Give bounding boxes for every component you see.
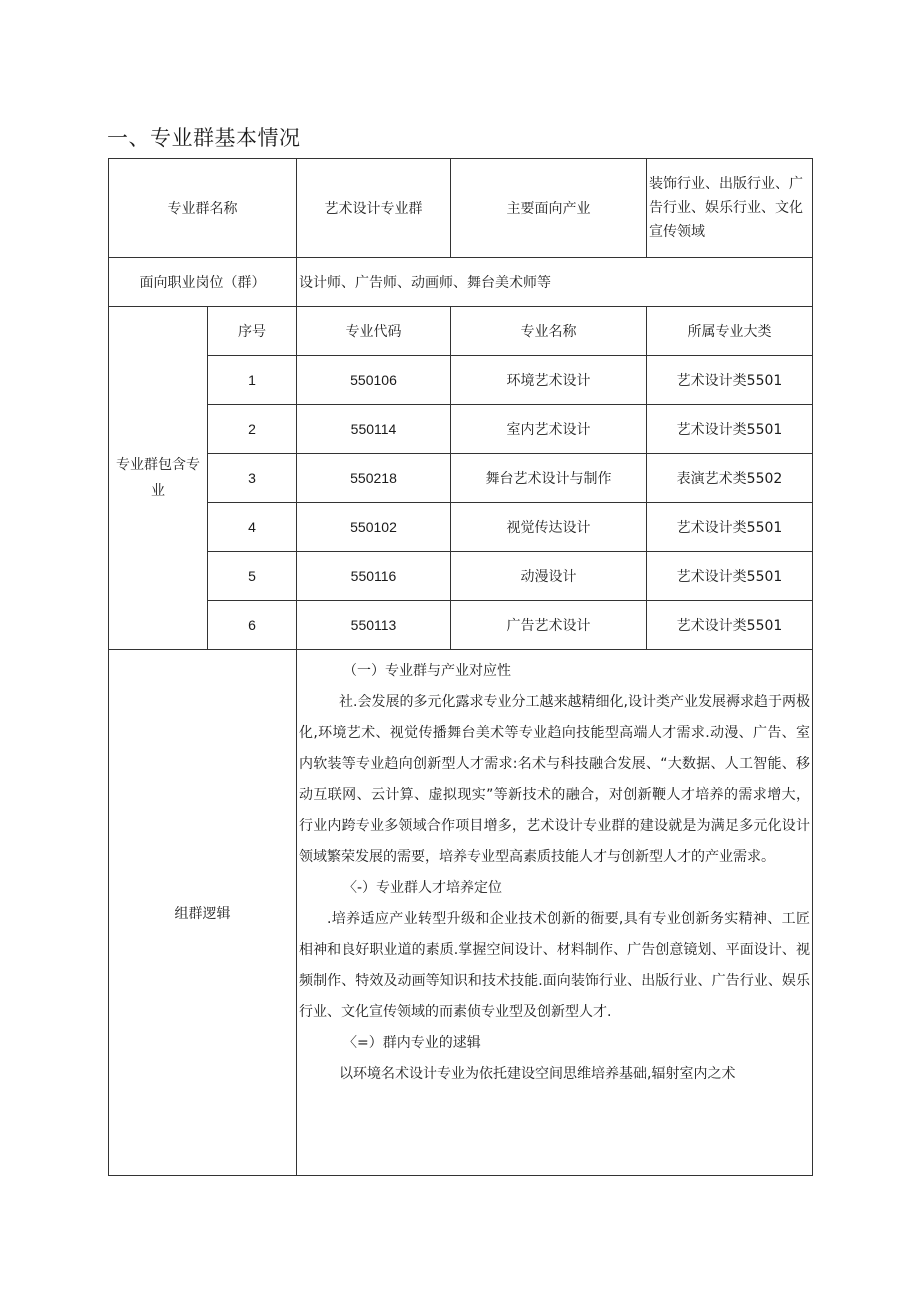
logic-section-1-body: 社.会发展的多元化露求专业分工越来越精细化,设计类产业发展褥求趋于两极化,环境艺术、视觉传播舞台美术等专业趋向技能型高端人才需求.动漫、广告、室内软装等专业趋向创新型人才需求:名术与科技融合发展、“大数据、人工智能、移动互联网、云计算、虚拟现实”等新技术的融合，对创新鞭人才培养的需求增大，行业内跨专业多领域合作项目增多，艺术设计专业群的建设就是为满足多元化设计领域繁荣发展的需要，培养专业型高素质技能人才与创新型人才的产业需求。 (299, 694, 810, 865)
major-no: 2 (208, 405, 297, 454)
positions-row (109, 258, 813, 307)
major-no: 1 (208, 356, 297, 405)
major-name: 动漫设计 (451, 552, 647, 601)
major-name: 舞台艺术设计与制作 (451, 454, 647, 503)
logic-section-3-title: 〈=）群内专业的逑辑 (343, 1035, 481, 1051)
major-code: 550114 (297, 405, 451, 454)
major-group-table (108, 158, 813, 1176)
major-name: 环境艺术设计 (451, 356, 647, 405)
logic-content (297, 650, 813, 1176)
industry-label: 主要面向产业 (451, 159, 647, 258)
table-row (109, 356, 813, 405)
major-category: 艺术设计类5501 (647, 552, 813, 601)
table-row (109, 503, 813, 552)
major-no: 3 (208, 454, 297, 503)
major-category: 艺术设计类5501 (647, 601, 813, 650)
major-category: 艺术设计类5501 (647, 356, 813, 405)
header-name: 专业名称 (451, 307, 647, 356)
major-no: 6 (208, 601, 297, 650)
header-category: 所属专业大类 (647, 307, 813, 356)
table-row (109, 454, 813, 503)
major-code: 550102 (297, 503, 451, 552)
positions-value: 设计师、广告师、动画师、舞台美术师等 (297, 258, 813, 307)
group-name-label: 专业群名称 (109, 159, 297, 258)
table-row (109, 405, 813, 454)
majors-header-row (109, 307, 813, 356)
major-name: 广告艺术设计 (451, 601, 647, 650)
logic-section-3-body: 以环境名术设计专业为依托建设空间思维培养基础,辐射室内之术 (339, 1066, 736, 1082)
section-heading: 一、专业群基本情况 (107, 126, 301, 150)
group-name-value: 艺术设计专业群 (297, 159, 451, 258)
industry-value: 装饰行业、出版行业、广告行业、娱乐行业、文化宣传领域 (647, 159, 813, 258)
logic-section-2-body: .培养适应产业转型升级和企业技术创新的衙要,具有专业创新务实精神、工匠相神和良好职业道的素质.掌握空间设计、材料制作、广告创意镜划、平面设计、视频制作、特效及动画等知识和技术技能.面向装饰行业、出版行业、广告行业、娱乐行业、文化宣传领域的而素侦专业型及创新型人才. (299, 911, 810, 1020)
header-no: 序号 (208, 307, 297, 356)
logic-row (109, 650, 813, 1176)
header-code: 专业代码 (297, 307, 451, 356)
major-category: 表演艺术类5502 (647, 454, 813, 503)
major-name: 室内艺术设计 (451, 405, 647, 454)
major-code: 550218 (297, 454, 451, 503)
major-category: 艺术设计类5501 (647, 405, 813, 454)
major-code: 550106 (297, 356, 451, 405)
major-code: 550113 (297, 601, 451, 650)
table-row (109, 552, 813, 601)
positions-label: 面向职业岗位（群） (109, 258, 297, 307)
table-row (109, 601, 813, 650)
logic-section-2-title: 〈-）专业群人才培养定位 (343, 880, 503, 896)
major-code: 550116 (297, 552, 451, 601)
group-name-row (109, 159, 813, 258)
logic-section-1-title: （一）专业群与产业对应性 (343, 663, 511, 679)
major-no: 4 (208, 503, 297, 552)
major-no: 5 (208, 552, 297, 601)
major-category: 艺术设计类5501 (647, 503, 813, 552)
major-name: 视觉传达设计 (451, 503, 647, 552)
logic-label: 组群逻辑 (109, 650, 297, 1176)
majors-label: 专业群包含专业 (109, 307, 208, 650)
